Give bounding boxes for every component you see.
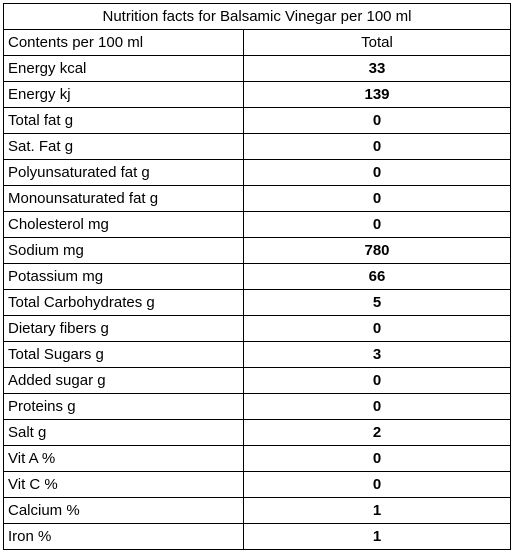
row-value: 0 [244, 108, 511, 134]
header-label: Contents per 100 ml [4, 30, 244, 56]
table-row [4, 82, 511, 108]
table-row [4, 368, 511, 394]
table-row [4, 394, 511, 420]
nutrition-table [3, 3, 511, 550]
row-value: 0 [244, 186, 511, 212]
row-label: Calcium % [4, 498, 244, 524]
row-label: Vit A % [4, 446, 244, 472]
row-value: 1 [244, 524, 511, 550]
row-label: Total fat g [4, 108, 244, 134]
row-label: Cholesterol mg [4, 212, 244, 238]
table-row [4, 264, 511, 290]
table-row [4, 186, 511, 212]
row-value: 0 [244, 212, 511, 238]
row-label: Potassium mg [4, 264, 244, 290]
row-label: Salt g [4, 420, 244, 446]
table-row [4, 56, 511, 82]
table-row [4, 108, 511, 134]
row-value: 0 [244, 134, 511, 160]
row-label: Vit C % [4, 472, 244, 498]
row-label: Polyunsaturated fat g [4, 160, 244, 186]
row-label: Iron % [4, 524, 244, 550]
row-value: 0 [244, 160, 511, 186]
row-label: Energy kcal [4, 56, 244, 82]
row-value: 33 [244, 56, 511, 82]
title-row [4, 4, 511, 30]
table-row [4, 290, 511, 316]
table-row [4, 134, 511, 160]
row-value: 0 [244, 472, 511, 498]
row-label: Added sugar g [4, 368, 244, 394]
row-label: Sodium mg [4, 238, 244, 264]
table-row [4, 212, 511, 238]
row-value: 3 [244, 342, 511, 368]
header-value: Total [244, 30, 511, 56]
row-label: Monounsaturated fat g [4, 186, 244, 212]
table-row [4, 342, 511, 368]
table-row [4, 524, 511, 550]
row-label: Dietary fibers g [4, 316, 244, 342]
table-row [4, 498, 511, 524]
row-label: Proteins g [4, 394, 244, 420]
row-value: 0 [244, 394, 511, 420]
row-value: 139 [244, 82, 511, 108]
table-row [4, 316, 511, 342]
row-value: 0 [244, 368, 511, 394]
row-value: 0 [244, 316, 511, 342]
header-row [4, 30, 511, 56]
row-value: 66 [244, 264, 511, 290]
row-label: Total Carbohydrates g [4, 290, 244, 316]
row-value: 5 [244, 290, 511, 316]
row-value: 2 [244, 420, 511, 446]
row-value: 780 [244, 238, 511, 264]
table-row [4, 160, 511, 186]
row-label: Total Sugars g [4, 342, 244, 368]
table-row [4, 238, 511, 264]
table-row [4, 446, 511, 472]
table-row [4, 420, 511, 446]
row-value: 1 [244, 498, 511, 524]
row-value: 0 [244, 446, 511, 472]
table-title: Nutrition facts for Balsamic Vinegar per 100 ml [4, 4, 511, 30]
table-row [4, 472, 511, 498]
row-label: Sat. Fat g [4, 134, 244, 160]
row-label: Energy kj [4, 82, 244, 108]
